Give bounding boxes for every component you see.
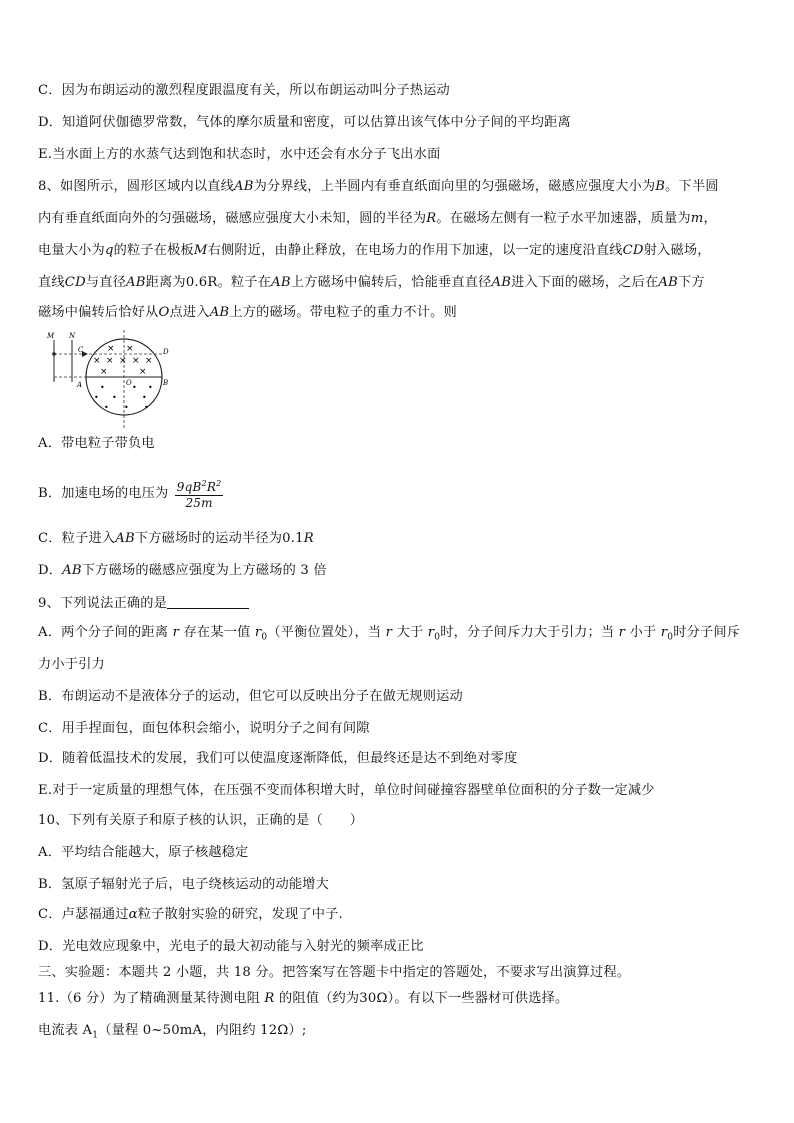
q10-option-b: B．氢原子辐射光子后，电子绕核运动的动能增大: [38, 877, 330, 892]
field-dots: [94, 383, 153, 412]
dot-icon: •: [142, 393, 147, 402]
label-b: B: [163, 379, 169, 387]
q7-option-c: C．因为布朗运动的激烈程度跟温度有关，所以布朗运动叫分子热运动: [38, 83, 450, 98]
q8-option-c: C．粒子进入AB下方磁场时的运动半径为0.1R: [38, 531, 314, 546]
q10-option-c: C．卢瑟福通过α粒子散射实验的研究，发现了中子.: [38, 907, 343, 922]
circle-field-diagram: [44, 330, 174, 430]
q10-option-d: D．光电效应现象中，光电子的最大初动能与入射光的频率成正比: [38, 939, 424, 954]
section-3-heading: 三、实验题：本题共 2 小题，共 18 分。把答案写在答题卡中指定的答题处，不要求写出演算过程。: [38, 965, 631, 980]
q9-option-d: D．随着低温技术的发展，我们可以使温度逐渐降低，但最终还是达不到绝对零度: [38, 751, 518, 766]
cross-icon: ×: [100, 367, 108, 377]
field-crosses: [93, 344, 153, 377]
dot-icon: •: [100, 383, 105, 392]
cross-icon: ×: [107, 344, 115, 354]
dot-icon: •: [148, 383, 153, 392]
q9-option-e: E.对于一定质量的理想气体，在压强不变而体积增大时，单位时间碰撞容器壁单位面积的分子数一定减少: [38, 783, 655, 798]
q9-option-b: B．布朗运动不是液体分子的运动，但它可以反映出分子在做无规则运动: [38, 689, 463, 704]
cross-icon: ×: [139, 367, 147, 377]
q9-stem: 9、下列说法正确的是: [38, 594, 249, 613]
q10-stem: 10、下列有关原子和原子核的认识，正确的是（ ）: [38, 813, 364, 828]
cross-icon: ×: [132, 356, 140, 366]
q8-stem-line4: 直线CD与直径AB距离为0.6R。粒子在AB上方磁场中偏转后，恰能垂直直径AB进入下面的磁场，之后在AB下方: [38, 275, 705, 290]
cross-icon: ×: [126, 344, 134, 354]
dot-icon: •: [132, 383, 137, 392]
label-n: N: [69, 332, 76, 340]
q9-option-a-line2: 力小于引力: [38, 657, 105, 672]
q9-option-a-line1: A．两个分子间的距离 r 存在某一值 $r_0$（平衡位置处），当 r 大于 $r_0$时，分子间斥力大于引力；当 r 小于 $r_0$时分子间斥: [38, 625, 741, 643]
cross-icon: ×: [106, 356, 114, 366]
label-a: A: [77, 381, 83, 389]
q8-stem-line1: 8、如图所示，圆形区域内以直线AB为分界线，上半圆内有垂直纸面向里的匀强磁场，磁感应强度大小为B。下半圆: [38, 179, 719, 194]
q11-ammeter: 电流表 $A_1$（量程 0~50mA，内阻约 12Ω）;: [38, 1023, 307, 1041]
magnetic-field-figure: [44, 330, 174, 430]
cross-icon: ×: [119, 356, 127, 366]
label-m: M: [47, 332, 55, 340]
dot-icon: •: [104, 403, 109, 412]
cross-icon: ×: [145, 356, 153, 366]
q9-option-c: C．用手捏面包，面包体积会缩小，说明分子之间有间隙: [38, 721, 370, 736]
label-o: O: [126, 379, 132, 387]
q7-option-e: E.当水面上方的水蒸气达到饱和状态时，水中还会有水分子飞出水面: [38, 147, 441, 162]
q8-stem-line3: 电量大小为q的粒子在极板M右侧附近，由静止释放，在电场力的作用下加速，以一定的速度沿直线CD射入磁场，: [38, 243, 711, 258]
q8-option-d: D．AB下方磁场的磁感应强度为上方磁场的 3 倍: [38, 563, 327, 578]
dot-icon: •: [144, 403, 149, 412]
q11-stem: 11.（6 分）为了精确测量某待测电阻 R 的阻值（约为30Ω）。有以下一些器材可供选择。: [38, 991, 569, 1006]
dot-icon: •: [112, 393, 117, 402]
q8-stem-line2: 内有垂直纸面向外的匀强磁场，磁感应强度大小未知，圆的半径为R。在磁场左侧有一粒子水平加速器，质量为m，: [38, 211, 717, 226]
label-d: D: [163, 348, 169, 356]
dot-icon: •: [94, 393, 99, 402]
dot-icon: •: [124, 403, 129, 412]
q8-option-a: A．带电粒子带负电: [38, 436, 155, 451]
q8-stem-line5: 磁场中偏转后恰好从O点进入AB上方的磁场。带电粒子的重力不计。则: [38, 305, 457, 320]
voltage-formula: $\frac{9qB^2R^2}{25m}$: [175, 476, 224, 511]
particle-dot: [52, 352, 56, 356]
label-c: C: [78, 346, 84, 354]
q10-option-a: A．平均结合能越大，原子核越稳定: [38, 845, 249, 860]
cross-icon: ×: [93, 356, 101, 366]
q8-option-b: B．加速电场的电压为 $\frac{9qB^2R^2}{25m}$: [38, 476, 223, 511]
q7-option-d: D．知道阿伏伽德罗常数，气体的摩尔质量和密度，可以估算出该气体中分子间的平均距离: [38, 115, 571, 130]
answer-blank[interactable]: [167, 594, 249, 609]
